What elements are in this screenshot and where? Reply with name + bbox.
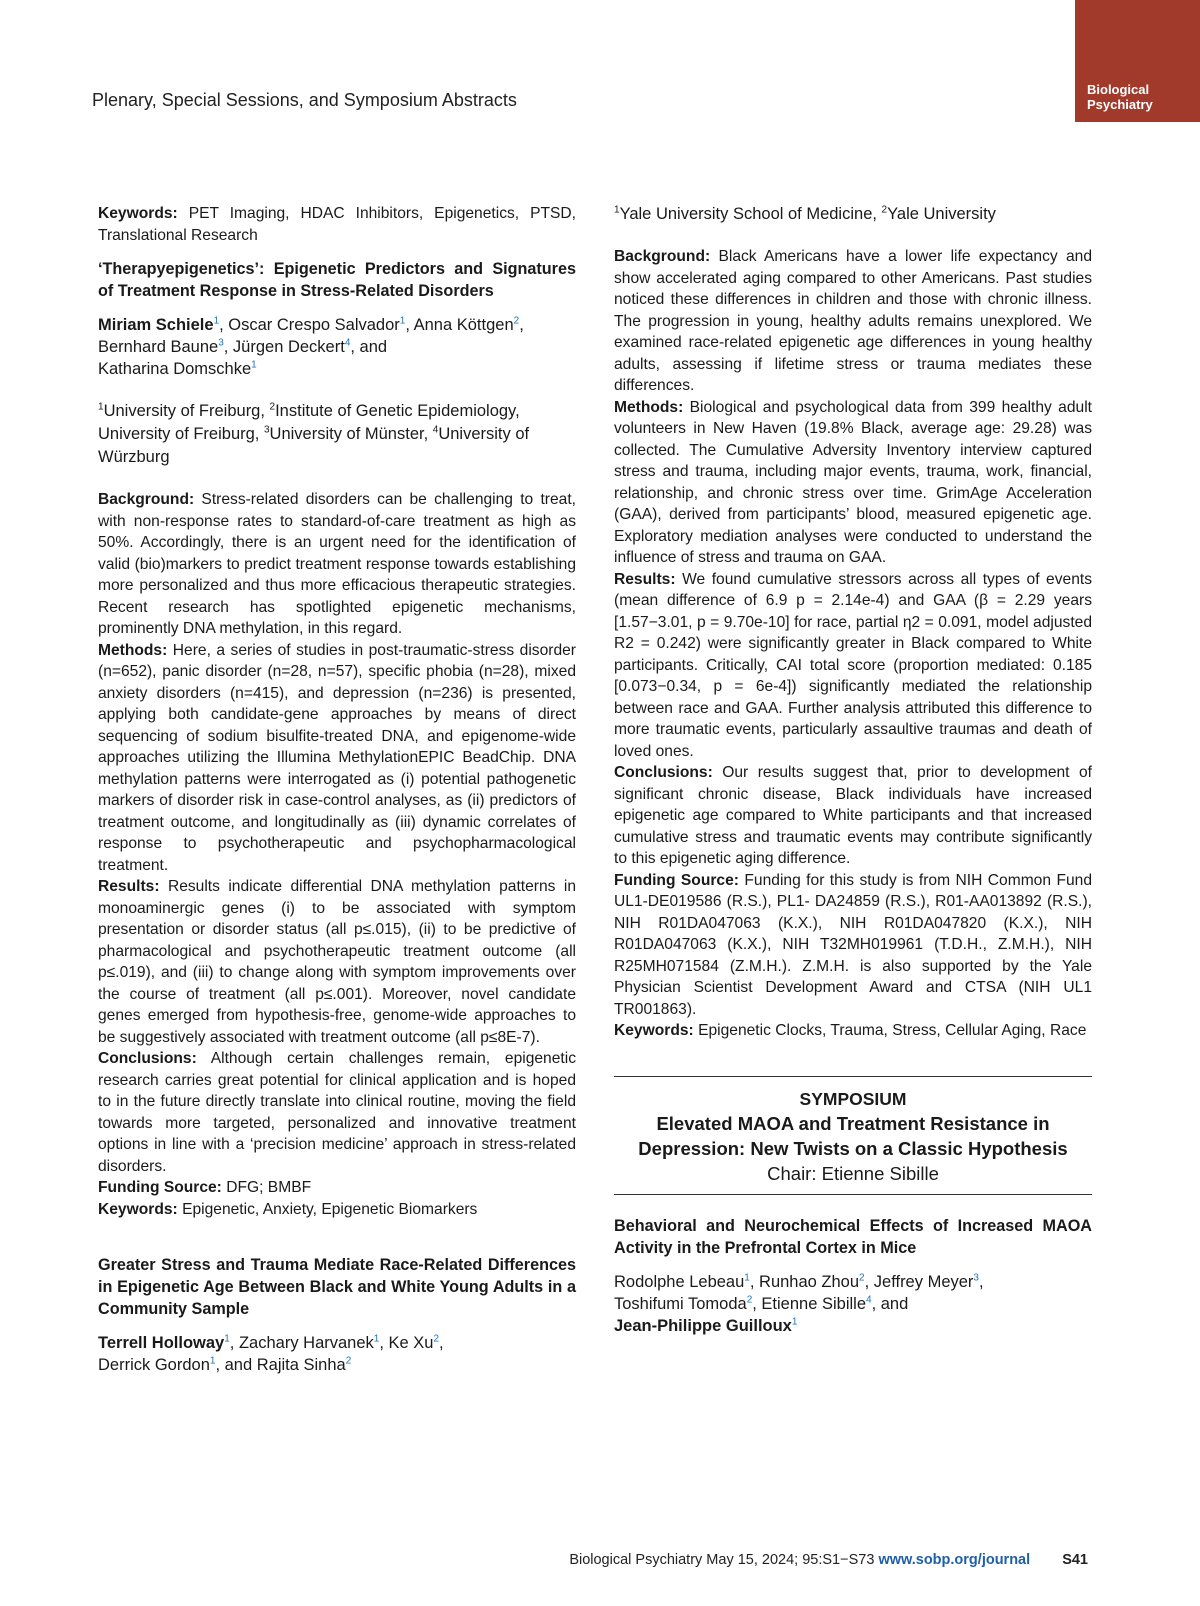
affil-text: Institute of Genetic Epidemiology, University of Freiburg, bbox=[98, 402, 520, 443]
affil-sup: 2 bbox=[881, 204, 888, 216]
methods-text: Biological and psychological data from 399 healthy adult volunteers in New Haven (19.8% Black, average age: 29.28) was collected. The Cumulative Adversity Inventory interview captured stress and trauma, including major events, trauma, work, financial, relationship, and chronic stress over time. GrimAge Acceleration (GAA), derived from participants’ blood, measured epigenetic age. Exploratory mediation analyses were conducted to understand the influence of stress and trauma on GAA. bbox=[614, 398, 1092, 566]
author-sup: 1 bbox=[373, 1333, 380, 1345]
footer-link[interactable]: www.sobp.org/journal bbox=[878, 1552, 1031, 1568]
background-label: Background: bbox=[98, 491, 195, 508]
results-text: We found cumulative stressors across all types of events (mean difference of 6.9 p = 2.14e-4) and GAA (β = 2.29 years [1.57−3.01, p = 9.70e-10] for race, partial η2 = 0.091, model adjusted R2 = 0.242) were significantly greater in Black compared to White participants. Critically, CAI total score (proportion mediated: 0.185 [0.073−0.34, p = 6e-4]) significantly mediated the relationship between race and GAA. Further analysis attributed this difference to more traumatic events, particularly assaultive traumas and death of loved ones. bbox=[614, 570, 1093, 760]
methods-text: Here, a series of studies in post-traumatic-stress disorder (n=652), panic disorder (n=28, n=57), specific phobia (n=28), mixed anxiety disorders (n=415), and depression (n=236) is presented, applying both candidate-gene approaches by means of direct sequencing of sodium bisulfite-treated DNA, and epigenome-wide approaches utilizing the Illumina MethylationEPIC BeadChip. DNA methylation patterns were interrogated as (i) potential pathogenetic markers of disorder risk in case-control analyses, as (ii) predictors of treatment outcome, and longitudinally as (iii) dynamic correlates of response to psychotherapeutic and psychopharmacological treatment. bbox=[98, 641, 576, 874]
journal-badge-line2: Psychiatry bbox=[1087, 97, 1153, 112]
author-sup: 1 bbox=[399, 315, 406, 327]
author-name: Ke Xu bbox=[388, 1334, 434, 1352]
conclusions-section bbox=[98, 1048, 576, 1177]
abstract-title: Greater Stress and Trauma Mediate Race-Related Differences in Epigenetic Age Between Black and White Young Adults in a Community Sample bbox=[98, 1256, 576, 1318]
author-list: Terrell Holloway$^1$, Zachary Harvanek$^1$, Ke Xu$^2$, Derrick Gordon$^1$, and Rajita Sinha$^2$ bbox=[98, 1333, 444, 1374]
conclusions-label: Conclusions: bbox=[98, 1050, 197, 1067]
author-name: Bernhard Baune bbox=[98, 338, 219, 356]
author-sup: 4 bbox=[866, 1294, 872, 1305]
journal-badge-line1: Biological bbox=[1087, 82, 1150, 97]
right-column bbox=[614, 203, 1092, 1337]
journal-badge bbox=[1075, 0, 1200, 122]
affil-text: Yale University School of Medicine, bbox=[619, 205, 882, 223]
affil-text: University of Würzburg bbox=[98, 425, 530, 466]
author-sup: 2 bbox=[859, 1272, 865, 1283]
conclusions-text: Although certain challenges remain, epigenetic research carries great potential for clinical application and is hoped to in the future directly translate into clinical routine, moving the field towards more targeted, personalized and innovative treatment options in line with a ‘precision medicine’ approach in stress-related disorders. bbox=[98, 1050, 576, 1175]
background-section bbox=[614, 246, 1092, 397]
methods-section bbox=[614, 397, 1092, 569]
author-name: Jürgen Deckert bbox=[232, 338, 345, 356]
funding-text: Funding for this study is from NIH Common Fund UL1-DE019586 (R.S.), PL1- DA24859 (R.S.), R01-AA013892 (R.S.), NIH R01DA047063 (K.X.), NIH R01DA047820 (K.X.), NIH R01DA047063 (K.X.), NIH T32MH019961 (T.D.H., Z.M.H.), NIH R25MH071584 (Z.M.H.). Z.M.H. is also supported by the Yale Physician Scientist Development Award and CTSA (NIH UL1 TR001863). bbox=[614, 871, 1092, 1018]
keywords-text: Epigenetic Clocks, Trauma, Stress, Cellular Aging, Race bbox=[698, 1022, 1087, 1039]
left-column bbox=[98, 203, 576, 1376]
author-sup: 1 bbox=[213, 315, 220, 327]
and-word: and bbox=[224, 1356, 253, 1374]
abstract-title: Behavioral and Neurochemical Effects of Increased MAOA Activity in the Prefrontal Cortex in Mice bbox=[614, 1216, 1092, 1257]
symposium-block bbox=[614, 1077, 1092, 1194]
author-name: Runhao Zhou bbox=[759, 1272, 860, 1291]
author-name: Jeffrey Meyer bbox=[873, 1272, 974, 1291]
author-name: Anna Köttgen bbox=[413, 316, 514, 334]
author-list: Rodolphe Lebeau$^1$, Runhao Zhou$^2$, Jeffrey Meyer$^3$, Toshifumi Tomoda$^2$, Etienne Sibille$^4$, and Jean-Philippe Guilloux$^1$ bbox=[614, 1272, 984, 1335]
abstract-title: ‘Therapyepigenetics’: Epigenetic Predictors and Signatures of Treatment Response in Stress-Related Disorders bbox=[98, 260, 576, 300]
author-name: Oscar Crespo Salvador bbox=[228, 316, 400, 334]
results-label: Results: bbox=[614, 570, 676, 588]
conclusions-text: Our results suggest that, prior to development of significant chronic disease, Black individuals have increased epigenetic age compared to White participants and that increased cumulative stress and traumatic events may contribute significantly to this epigenetic aging difference. bbox=[614, 764, 1092, 867]
symposium-chair: Chair: Etienne Sibille bbox=[767, 1162, 939, 1184]
author-name: Katharina Domschke bbox=[98, 360, 252, 378]
author-sup: 1 bbox=[791, 1316, 798, 1327]
funding-text: DFG; BMBF bbox=[226, 1179, 312, 1196]
methods-label: Methods: bbox=[614, 398, 684, 416]
keywords-prev bbox=[98, 203, 576, 246]
footer-citation: Biological Psychiatry May 15, 2024; 95:S1−S73 bbox=[569, 1552, 875, 1568]
symposium-heading: SYMPOSIUM bbox=[799, 1088, 907, 1109]
funding-section bbox=[614, 870, 1092, 1021]
results-section bbox=[98, 876, 576, 1048]
results-section bbox=[614, 569, 1092, 763]
author-sup: 3 bbox=[973, 1272, 979, 1283]
affil-sup: 4 bbox=[432, 424, 439, 436]
background-text: Stress-related disorders can be challenging to treat, with non-response rates to standard-of-care treatment as high as 50%. Accordingly, there is an urgent need for the identification of valid (bio)markers to predict treatment response towards establishing more personalized and thus more efficacious therapeutic strategies. Recent research has spotlighted epigenetic mechanisms, prominently DNA methylation, in this regard. bbox=[98, 491, 576, 637]
keywords-text: Epigenetic, Anxiety, Epigenetic Biomarkers bbox=[182, 1200, 478, 1218]
author-name: Zachary Harvanek bbox=[238, 1334, 374, 1352]
keywords-label: Keywords: bbox=[614, 1022, 694, 1039]
author-sup: 1 bbox=[251, 359, 257, 371]
keywords-section bbox=[98, 1199, 576, 1221]
funding-label: Funding Source: bbox=[98, 1179, 222, 1196]
affil-text: University of Münster, bbox=[269, 425, 433, 443]
author-sup: 2 bbox=[746, 1294, 753, 1305]
and-word: and bbox=[880, 1294, 909, 1313]
affil-text: University of Freiburg, bbox=[103, 402, 270, 420]
running-header: Plenary, Special Sessions, and Symposium Abstracts bbox=[92, 90, 517, 110]
conclusions-section bbox=[614, 762, 1092, 870]
page-footer bbox=[569, 1552, 1088, 1568]
affil-sup: 1 bbox=[98, 401, 104, 413]
background-section bbox=[98, 489, 576, 640]
author-name: Jean-Philippe Guilloux bbox=[614, 1316, 792, 1335]
results-text: Results indicate differential DNA methylation patterns in monoaminergic genes (i) to be associated with symptom presentation or disorder status (all p≤.015), (ii) to be predictive of pharmacological and psychotherapeutic treatment outcome (all p≤.019), and (iii) to change along with symptom improvements over the course of treatment (all p≤.001). Moreover, novel candidate genes emerged from hypothesis-free, genome-wide approaches to be suggestively associated with treatment outcome (all p≤8E-7). bbox=[98, 878, 576, 1046]
background-text: Black Americans have a lower life expectancy and show accelerated aging compared to other Americans. Past studies noticed these differences in children and those with chronic illness. The progression in young, healthy adults remains unexplored. We examined race-related epigenetic age differences in young healthy adults, assessing if lifetime stress or trauma mediates these differences. bbox=[614, 248, 1092, 394]
author-name: Derrick Gordon bbox=[98, 1356, 210, 1374]
author-sup: 1 bbox=[744, 1272, 750, 1283]
author-name: Toshifumi Tomoda bbox=[614, 1294, 747, 1313]
keywords-label: Keywords: bbox=[98, 205, 178, 222]
author-name: Etienne Sibille bbox=[761, 1294, 866, 1313]
funding-section bbox=[98, 1177, 576, 1199]
keywords-label: Keywords: bbox=[98, 1200, 178, 1218]
affil-sup: 3 bbox=[263, 424, 270, 436]
affil-sup: 1 bbox=[614, 204, 620, 216]
keywords-section bbox=[614, 1020, 1092, 1042]
author-name: Miriam Schiele bbox=[98, 316, 214, 334]
affil-text: Yale University bbox=[887, 205, 996, 223]
author-sup: 1 bbox=[209, 1355, 216, 1367]
author-sup: 2 bbox=[513, 315, 520, 327]
author-sup: 2 bbox=[345, 1355, 352, 1367]
author-sup: 1 bbox=[224, 1333, 230, 1345]
author-sup: 4 bbox=[344, 337, 351, 349]
methods-label: Methods: bbox=[98, 641, 168, 659]
background-label: Background: bbox=[614, 248, 711, 265]
author-name: Terrell Holloway bbox=[98, 1334, 225, 1352]
and-word: and bbox=[359, 338, 388, 356]
funding-label: Funding Source: bbox=[614, 871, 739, 889]
author-sup: 3 bbox=[218, 337, 224, 349]
symposium-title: Elevated MAOA and Treatment Resistance in Depression: New Twists on a Classic Hypothesis bbox=[638, 1112, 1068, 1159]
page-number: S41 bbox=[1062, 1552, 1088, 1568]
author-list: Miriam Schiele$^1$, Oscar Crespo Salvador$^1$, Anna Köttgen$^2$, Bernhard Baune$^3$, Jürgen Deckert$^4$, and Katharina Domschke$^1$ bbox=[98, 315, 524, 378]
conclusions-label: Conclusions: bbox=[614, 764, 713, 781]
results-label: Results: bbox=[98, 878, 160, 895]
author-name: Rajita Sinha bbox=[256, 1356, 346, 1374]
affiliations bbox=[614, 203, 1092, 226]
author-sup: 2 bbox=[433, 1333, 440, 1345]
author-name: Rodolphe Lebeau bbox=[614, 1272, 745, 1291]
keywords-text: PET Imaging, HDAC Inhibitors, Epigenetics, PTSD, Translational Research bbox=[98, 205, 576, 244]
methods-section bbox=[98, 640, 576, 877]
affil-sup: 2 bbox=[269, 401, 276, 413]
affiliations bbox=[98, 400, 576, 469]
